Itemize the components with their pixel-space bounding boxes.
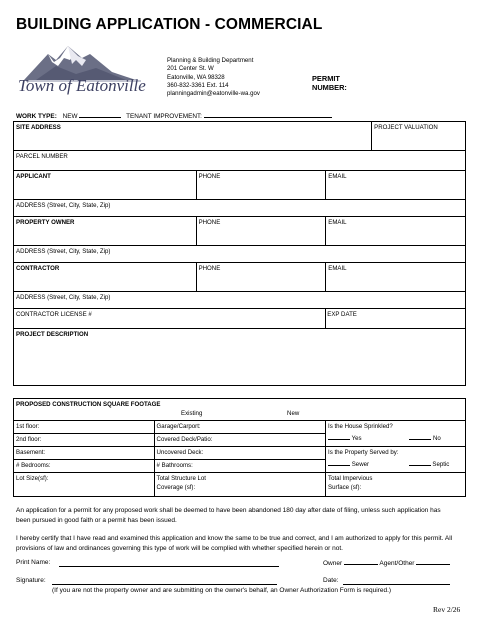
covered-deck-field[interactable]: [154, 433, 325, 446]
bathrooms-field[interactable]: [154, 459, 325, 472]
owner-agent-row: [323, 558, 450, 569]
work-type-new-field[interactable]: [79, 111, 121, 118]
first-floor-field[interactable]: [14, 420, 155, 433]
print-name-field[interactable]: [59, 566, 279, 567]
septic-blank[interactable]: [409, 459, 431, 466]
address-label: ADDRESS (Street, City, State, Zip): [16, 248, 111, 255]
agent-label: Agent/Other: [379, 560, 415, 567]
revision-label: Rev 2/26: [433, 605, 461, 614]
sprinkled-no-blank[interactable]: [409, 433, 431, 440]
date-row: [323, 576, 339, 586]
tenant-improvement-label: TENANT IMPROVEMENT:: [126, 113, 202, 120]
parcel-number-label: PARCEL NUMBER: [16, 153, 68, 160]
signature-label: Signature:: [16, 577, 46, 584]
septic-label: Septic: [432, 460, 450, 468]
signature-field[interactable]: [52, 584, 277, 585]
uncovered-deck-field[interactable]: [154, 446, 325, 459]
dept-line: 201 Center St. W: [167, 65, 214, 73]
department-address: [167, 57, 260, 98]
served-by-field[interactable]: [326, 446, 466, 472]
sprinkled-yes-blank[interactable]: [328, 433, 350, 440]
bedrooms-label: # Bedrooms:: [16, 461, 51, 469]
sqft-columns: [14, 410, 466, 420]
town-logo: [16, 40, 156, 98]
dept-line: Planning & Building Department: [167, 57, 254, 64]
contractor-email-field[interactable]: [326, 263, 466, 292]
sprinkled-field[interactable]: [326, 420, 466, 446]
applicant-phone-field[interactable]: [196, 171, 326, 200]
project-valuation-field[interactable]: [372, 122, 466, 151]
total-structure-label: Total Structure Lot: [156, 474, 206, 482]
owner-email-field[interactable]: [326, 217, 466, 246]
total-structure-label-2: Coverage (sf):: [156, 483, 196, 491]
work-type-new-label: NEW: [62, 113, 78, 120]
owner-authorization-note: (If you are not the property owner and are submitting on the owner's behalf, an Owner Authorization Form is required.): [52, 587, 392, 594]
exp-date-field[interactable]: [326, 309, 466, 329]
logo-text: Town of Eatonville: [18, 76, 146, 95]
sprinkled-label: Is the House Sprinkled?: [328, 422, 393, 430]
applicant-email-field[interactable]: [326, 171, 466, 200]
exp-date-label: EXP DATE: [327, 311, 357, 318]
sewer-blank[interactable]: [328, 459, 350, 466]
sqft-heading: [14, 399, 466, 411]
contractor-label: CONTRACTOR: [16, 265, 60, 272]
phone-label: PHONE: [198, 219, 221, 226]
owner-checkbox-blank[interactable]: [344, 558, 378, 565]
lot-size-label: Lot Size(sf):: [16, 474, 49, 482]
address-label: ADDRESS (Street, City, State, Zip): [16, 202, 111, 209]
site-address-label: SITE ADDRESS: [16, 124, 61, 131]
second-floor-label: 2nd floor:: [16, 435, 42, 443]
basement-field[interactable]: [14, 446, 155, 459]
dept-line: Eatonville, WA 98328: [167, 73, 225, 81]
total-impervious-label: Total Impervious: [328, 474, 373, 482]
project-description-field[interactable]: [14, 329, 466, 386]
contractor-license-label: CONTRACTOR LICENSE #: [16, 311, 92, 318]
permit-label-line: NUMBER:: [312, 83, 347, 92]
permit-number-label: [312, 74, 347, 92]
applicant-label: APPLICANT: [16, 173, 51, 180]
existing-label: Existing: [181, 410, 203, 417]
sewer-label: Sewer: [351, 460, 370, 468]
email-label: EMAIL: [328, 173, 347, 180]
total-impervious-label-2: Surface (sf):: [328, 483, 362, 491]
contractor-field[interactable]: [14, 263, 197, 292]
total-impervious-field[interactable]: [326, 472, 466, 496]
date-field[interactable]: [343, 584, 450, 585]
contractor-license-field[interactable]: [14, 309, 326, 329]
page-title: BUILDING APPLICATION - COMMERCIAL: [16, 16, 323, 33]
work-type-label: WORK TYPE:: [16, 113, 57, 120]
contractor-address-field[interactable]: [14, 292, 466, 309]
phone-label: PHONE: [198, 265, 221, 272]
bedrooms-field[interactable]: [14, 459, 155, 472]
parcel-number-field[interactable]: [14, 151, 466, 171]
served-by-label: Is the Property Served by:: [328, 448, 399, 456]
square-footage-table: [13, 398, 466, 497]
garage-label: Garage/Carport:: [156, 422, 201, 430]
garage-field[interactable]: [154, 420, 325, 433]
abandonment-notice: An application for a permit for any proposed work shall be deemed to have been abandoned 180 day after date of filing, unless such application has been pursued in good faith or a permit has been issued.: [16, 507, 441, 524]
dept-line: 360-832-3361 Ext. 114: [167, 81, 229, 89]
property-owner-label: PROPERTY OWNER: [16, 219, 75, 226]
phone-label: PHONE: [198, 173, 221, 180]
email-label: EMAIL: [328, 219, 347, 226]
email-label: EMAIL: [328, 265, 347, 272]
agent-checkbox-blank[interactable]: [416, 558, 450, 565]
property-owner-field[interactable]: [14, 217, 197, 246]
owner-address-field[interactable]: [14, 246, 466, 263]
address-label: ADDRESS (Street, City, State, Zip): [16, 294, 111, 301]
site-address-field[interactable]: [14, 122, 372, 151]
contractor-phone-field[interactable]: [196, 263, 326, 292]
tenant-improvement-field[interactable]: [204, 111, 332, 118]
application-form-table: [13, 121, 466, 386]
sqft-heading-label: PROPOSED CONSTRUCTION SQUARE FOOTAGE: [16, 401, 161, 408]
project-description-label: PROJECT DESCRIPTION: [16, 331, 89, 338]
applicant-address-field[interactable]: [14, 200, 466, 217]
new-label: New: [287, 410, 300, 417]
first-floor-label: 1st floor:: [16, 422, 40, 430]
permit-label-line: PERMIT: [312, 74, 340, 83]
work-type-line: [16, 111, 332, 120]
bathrooms-label: # Bathrooms:: [156, 461, 193, 469]
uncovered-deck-label: Uncovered Deck:: [156, 448, 204, 456]
no-label: No: [432, 434, 441, 442]
dept-email: planningadmin@eatonville-wa.gov: [167, 90, 260, 98]
print-name-label: Print Name:: [16, 559, 51, 566]
basement-label: Basement:: [16, 448, 46, 456]
owner-label: Owner: [323, 560, 343, 567]
applicant-field[interactable]: [14, 171, 197, 200]
owner-phone-field[interactable]: [196, 217, 326, 246]
total-structure-field[interactable]: [154, 472, 325, 496]
yes-label: Yes: [351, 434, 362, 442]
print-name-row: [16, 558, 50, 568]
signature-row: [16, 576, 46, 586]
certification-statement: I hereby certify that I have read and examined this application and know the same to be true and correct, and I am authorized to apply for this permit. All provisions of law and ordinances governing this type of work will be complied with whether specified herein or not.: [16, 535, 453, 552]
date-label: Date:: [323, 577, 339, 584]
covered-deck-label: Covered Deck/Patio:: [156, 435, 213, 443]
second-floor-field[interactable]: [14, 433, 155, 446]
project-valuation-label: PROJECT VALUATION: [374, 124, 438, 131]
lot-size-field[interactable]: [14, 472, 155, 496]
